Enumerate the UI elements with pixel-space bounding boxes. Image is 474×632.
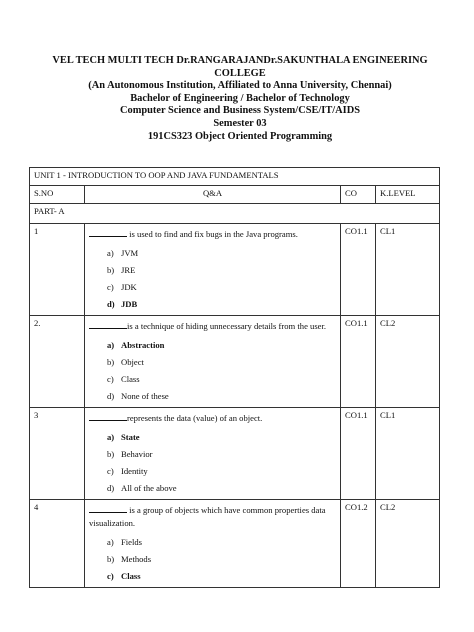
option-item <box>89 388 336 405</box>
question-text <box>89 412 336 425</box>
options-list <box>89 245 336 313</box>
question-row <box>30 408 440 500</box>
option-item <box>89 371 336 388</box>
question-cell <box>85 500 341 588</box>
option-letter: c) <box>107 282 114 292</box>
option-text: Fields <box>121 537 143 547</box>
question-text <box>89 228 336 241</box>
part-row <box>30 204 440 224</box>
option-letter: b) <box>107 357 115 367</box>
question-co: CO1.2 <box>341 500 376 588</box>
answer-blank <box>89 228 127 237</box>
question-number: 1 <box>30 224 85 316</box>
college-name-cont: COLLEGE <box>214 67 266 79</box>
option-item <box>89 480 336 497</box>
option-text: Abstraction <box>121 340 165 350</box>
option-item-answer <box>89 568 336 585</box>
option-text: All of the above <box>121 483 177 493</box>
question-cell <box>85 316 341 408</box>
header-sno: S.NO <box>30 186 85 204</box>
header-qa: Q&A <box>85 186 341 204</box>
option-item-answer <box>89 429 336 446</box>
question-cell <box>85 408 341 500</box>
question-number: 3 <box>30 408 85 500</box>
question-co: CO1.1 <box>341 316 376 408</box>
option-item <box>89 551 336 568</box>
college-name: VEL TECH MULTI TECH Dr.RANGARAJANDr.SAKUNTHALA ENGINEERING <box>52 55 428 66</box>
question-klevel: CL2 <box>376 500 440 588</box>
question-text-content: is used to find and fix bugs in the Java programs. <box>129 229 298 239</box>
question-row <box>30 500 440 588</box>
option-item <box>89 245 336 262</box>
option-item-answer <box>89 296 336 313</box>
option-letter: c) <box>107 466 114 476</box>
unit-row <box>30 168 440 186</box>
affiliation: (An Autonomous Institution, Affiliated to Anna University, Chennai) <box>88 80 392 92</box>
option-text: State <box>121 432 140 442</box>
question-klevel: CL1 <box>376 408 440 500</box>
part-label: PART- A <box>30 204 440 224</box>
option-item <box>89 354 336 371</box>
option-text: Class <box>121 571 141 581</box>
question-klevel: CL1 <box>376 224 440 316</box>
question-table <box>29 167 440 588</box>
question-text-content: is a group of objects which have common properties data visualization. <box>89 505 326 528</box>
question-number: 4 <box>30 500 85 588</box>
question-row <box>30 316 440 408</box>
option-text: JDK <box>121 282 137 292</box>
option-letter: a) <box>107 537 114 547</box>
option-item-answer <box>89 337 336 354</box>
option-item <box>89 463 336 480</box>
options-list <box>89 337 336 405</box>
question-text-content: is a technique of hiding unnecessary details from the user. <box>127 321 327 331</box>
degree: Bachelor of Engineering / Bachelor of Technology <box>130 92 350 104</box>
header-klevel: K.LEVEL <box>376 186 440 204</box>
question-text-content: represents the data (value) of an object. <box>127 413 263 423</box>
option-text: JRE <box>121 265 136 275</box>
answer-blank <box>89 320 127 329</box>
option-letter: d) <box>107 391 115 401</box>
option-letter: d) <box>107 299 115 309</box>
semester: Semester 03 <box>213 117 267 129</box>
answer-blank <box>89 412 127 421</box>
question-number: 2. <box>30 316 85 408</box>
option-item <box>89 534 336 551</box>
option-letter: a) <box>107 248 114 258</box>
header-co: CO <box>341 186 376 204</box>
question-text <box>89 504 336 530</box>
option-text: JDB <box>121 299 138 309</box>
option-letter: b) <box>107 265 115 275</box>
option-text: Class <box>121 374 140 384</box>
document-header <box>40 55 440 143</box>
option-text: Identity <box>121 466 148 476</box>
departments: Computer Science and Business System/CSE/IT/AIDS <box>120 105 360 117</box>
option-letter: b) <box>107 449 115 459</box>
question-co: CO1.1 <box>341 408 376 500</box>
options-list <box>89 534 336 585</box>
question-cell <box>85 224 341 316</box>
options-list <box>89 429 336 497</box>
option-item <box>89 262 336 279</box>
option-item <box>89 446 336 463</box>
unit-title: UNIT 1 - INTRODUCTION TO OOP AND JAVA FUNDAMENTALS <box>30 168 440 186</box>
course-title: 191CS323 Object Oriented Programming <box>147 130 333 142</box>
option-text: Object <box>121 357 144 367</box>
option-letter: c) <box>107 374 114 384</box>
answer-blank <box>89 504 127 513</box>
option-letter: d) <box>107 483 115 493</box>
header-row <box>30 186 440 204</box>
option-letter: a) <box>107 340 115 350</box>
option-text: Behavior <box>121 449 153 459</box>
option-text: None of these <box>121 391 169 401</box>
question-klevel: CL2 <box>376 316 440 408</box>
question-co: CO1.1 <box>341 224 376 316</box>
option-text: JVM <box>121 248 139 258</box>
option-text: Methods <box>121 554 152 564</box>
option-letter: a) <box>107 432 115 442</box>
option-item <box>89 279 336 296</box>
question-text <box>89 320 336 333</box>
option-letter: c) <box>107 571 114 581</box>
option-letter: b) <box>107 554 115 564</box>
question-row <box>30 224 440 316</box>
